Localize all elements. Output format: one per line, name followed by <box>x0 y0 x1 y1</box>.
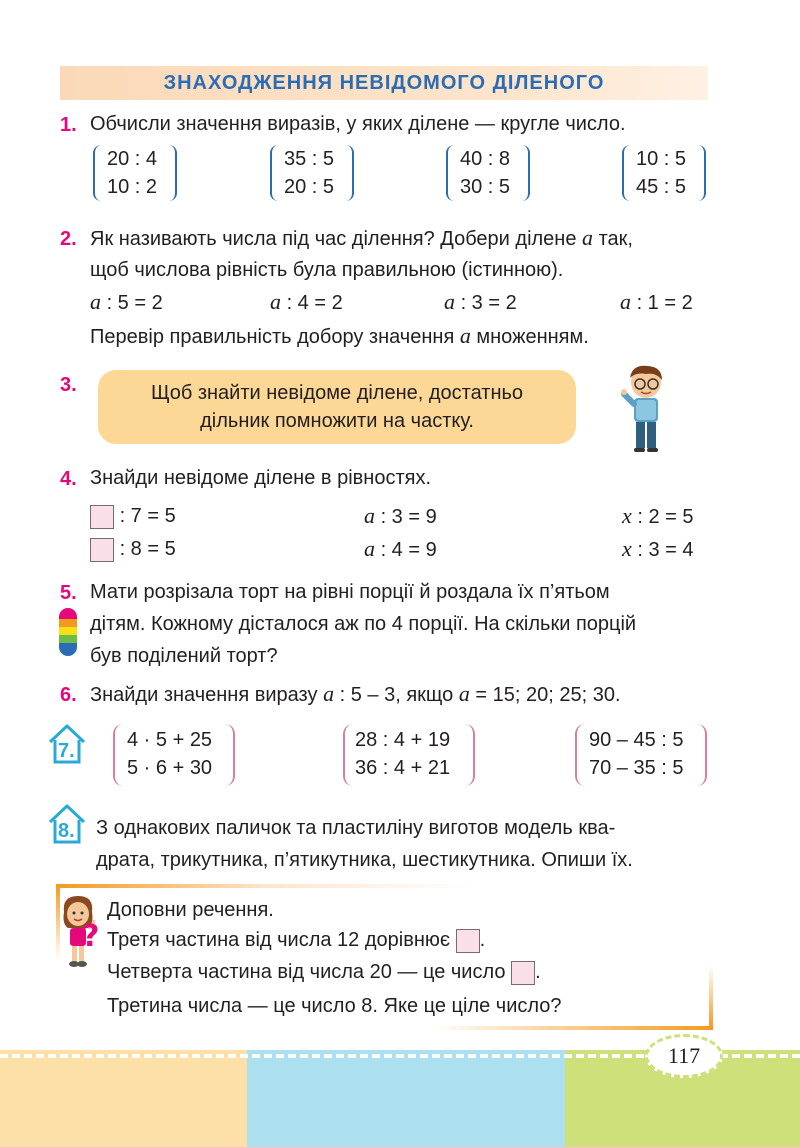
task-2-line-3 <box>90 322 589 351</box>
variable-a: a <box>323 681 335 706</box>
expression: 10 : 2 <box>107 176 158 198</box>
rule-box <box>98 370 576 444</box>
equation-text: : 3 = 2 <box>460 292 517 314</box>
frame-bottom-line <box>430 1026 713 1030</box>
task-2-number: 2. <box>60 228 77 250</box>
task-1-group-2 <box>270 145 354 201</box>
task-2-equation-2 <box>270 288 343 317</box>
answer-box[interactable] <box>90 538 114 562</box>
expression: 70 – 35 : 5 <box>589 757 684 779</box>
expression: 30 : 5 <box>460 176 511 198</box>
frame-right-line <box>709 966 713 1028</box>
variable-a: a <box>90 289 101 314</box>
answer-box[interactable] <box>90 505 114 529</box>
expression: 40 : 8 <box>460 148 511 170</box>
task-4-equation-3-2 <box>622 535 693 564</box>
text: : 5 – 3, якщо <box>334 684 459 706</box>
rainbow-difficulty-icon <box>57 606 79 658</box>
frame-top-line <box>56 884 476 888</box>
extra-line-3: Четверта частина від числа 20 — це число . <box>107 961 541 983</box>
task-4-text: Знайди невідоме ділене в рівностях. <box>90 467 431 489</box>
expression: 20 : 4 <box>107 148 158 170</box>
task-6-text <box>90 680 621 709</box>
text: = 15; 20; 25; 30. <box>469 684 621 706</box>
equation-text: : 4 = 2 <box>286 292 343 314</box>
task-2-equation-1 <box>90 288 163 317</box>
task-2-line-1 <box>90 224 633 253</box>
task-5-line-3: був поділений торт? <box>90 645 278 667</box>
variable-a: a <box>620 289 631 314</box>
answer-box[interactable] <box>456 929 480 953</box>
expression: 35 : 5 <box>284 148 335 170</box>
equation-text: : 5 = 2 <box>106 292 163 314</box>
variable-a: a <box>458 681 470 706</box>
variable-a: a <box>270 289 281 314</box>
text: Знайди значення виразу <box>90 684 324 706</box>
equation-text: : 8 = 5 <box>119 538 176 560</box>
expression: 36 : 4 + 21 <box>355 757 451 779</box>
expression: 20 : 5 <box>284 176 335 198</box>
task-5-line-2: дітям. Кожному дісталося аж по 4 порції. На скільки порцій <box>90 613 637 635</box>
task-7-group-2 <box>343 724 475 786</box>
extra-line-2: Третя частина від числа 12 дорівнює . <box>107 929 486 951</box>
equation-text: : 3 = 4 <box>637 539 694 561</box>
equation-text: : 2 = 5 <box>637 506 694 528</box>
expression: 90 – 45 : 5 <box>589 729 684 751</box>
expression: 5 · 6 + 30 <box>127 757 213 779</box>
variable-a: a <box>444 289 455 314</box>
bottom-strip-left <box>0 1050 247 1147</box>
task-4-number: 4. <box>60 468 77 490</box>
task-2-equation-3 <box>444 288 517 317</box>
bottom-strip-middle <box>247 1050 565 1147</box>
extra-line-4: Третина числа — це число 8. Яке це ціле число? <box>107 995 562 1017</box>
task-1-group-1 <box>93 145 177 201</box>
task-5-number: 5. <box>60 582 77 604</box>
svg-text:?: ? <box>82 919 100 952</box>
expression: 28 : 4 + 19 <box>355 729 451 751</box>
rule-line-1: Щоб знайти невідоме ділене, достатньо <box>150 382 524 404</box>
equation-text: : 4 = 9 <box>380 539 437 561</box>
text: множенням. <box>470 326 589 348</box>
expression: 10 : 5 <box>636 148 687 170</box>
task-3-number: 3. <box>60 374 77 396</box>
variable-a: a <box>459 323 471 348</box>
task-1-group-3 <box>446 145 530 201</box>
variable-x: x <box>622 503 632 528</box>
variable-a: a <box>582 225 594 250</box>
task-7-group-1 <box>113 724 235 786</box>
expression: 4 · 5 + 25 <box>127 729 213 751</box>
variable-a: a <box>364 536 375 561</box>
task-7-group-3 <box>575 724 707 786</box>
task-8-line-1: З однакових паличок та пластиліну виготов модель ква- <box>96 817 616 839</box>
task-6-number: 6. <box>60 684 77 706</box>
text: так, <box>593 228 633 250</box>
boy-character-icon <box>616 364 676 454</box>
variable-x: x <box>622 536 632 561</box>
extra-line-1: Доповни речення. <box>107 899 274 921</box>
rule-line-2: дільник помножити на частку. <box>200 410 474 432</box>
task-1-text: Обчисли значення виразів, у яких ділене — кругле число. <box>90 113 626 135</box>
text: Третя частина від числа 12 дорівнює <box>107 929 451 951</box>
equation-text: : 7 = 5 <box>119 505 176 527</box>
equation-text: : 1 = 2 <box>636 292 693 314</box>
page-number: 117 <box>667 1043 701 1068</box>
text: Як називають числа під час ділення? Добери ділене <box>90 228 583 250</box>
task-4-equation-1-2 <box>90 535 176 563</box>
task-4-equation-1-1 <box>90 502 176 530</box>
text: Перевір правильність добору значення <box>90 326 460 348</box>
task-1-group-4 <box>622 145 706 201</box>
task-4-equation-2-2 <box>364 535 437 564</box>
answer-box[interactable] <box>511 961 535 985</box>
variable-a: a <box>364 503 375 528</box>
task-8-line-2: драта, трикутника, п’ятикутника, шестикутника. Опиши їх. <box>96 849 633 871</box>
expression: 45 : 5 <box>636 176 687 198</box>
equation-text: : 3 = 9 <box>380 506 437 528</box>
page-title: ЗНАХОДЖЕННЯ НЕВІДОМОГО ДІЛЕНОГО <box>163 72 605 94</box>
task-2-line-2: щоб числова рівність була правильною (істинною). <box>90 259 564 281</box>
task-7-number: 7. <box>58 740 75 762</box>
task-4-equation-2-1 <box>364 502 437 531</box>
task-2-equation-4 <box>620 288 693 317</box>
task-8-number: 8. <box>58 820 75 842</box>
question-mark-icon <box>80 918 102 952</box>
task-5-line-1: Мати розрізала торт на рівні порції й роздала їх п’ятьом <box>90 581 610 603</box>
text: Четверта частина від числа 20 — це число <box>107 961 506 983</box>
task-1-number: 1. <box>60 114 77 136</box>
task-4-equation-3-1 <box>622 502 693 531</box>
